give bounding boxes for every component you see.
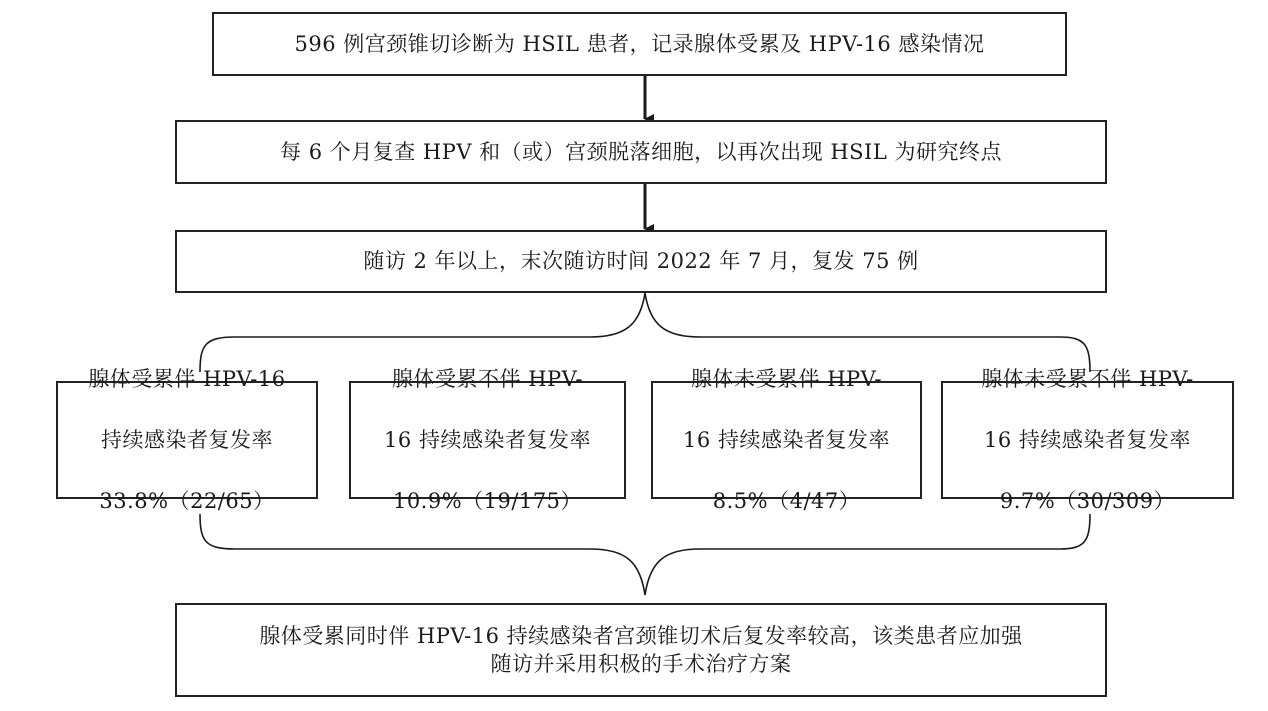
- group-line: 持续感染者复发率: [101, 427, 273, 452]
- group-line: 腺体受累伴 HPV-16: [88, 366, 286, 391]
- group-box-gland-involved-no-hpv16: [349, 366, 626, 513]
- group-line: 腺体未受累不伴 HPV-: [981, 366, 1194, 391]
- group-rate: 33.8%（22/65）: [99, 488, 275, 513]
- group-line: 16 持续感染者复发率: [384, 427, 591, 452]
- step3-box: [175, 230, 1107, 293]
- step3-text: 随访 2 年以上，末次随访时间 2022 年 7 月，复发 75 例: [363, 249, 919, 274]
- group-rate: 10.9%（19/175）: [392, 488, 583, 513]
- group-rate: 9.7%（30/309）: [999, 488, 1176, 513]
- step2-text: 每 6 个月复查 HPV 和（或）宫颈脱落细胞，以再次出现 HSIL 为研究终点: [280, 139, 1002, 164]
- conclusion-box: [175, 603, 1107, 697]
- group-box-gland-not-involved-no-hpv16: [941, 366, 1234, 513]
- conclusion-line: 随访并采用积极的手术治疗方案: [490, 652, 792, 676]
- conclusion-line: 腺体受累同时伴 HPV-16 持续感染者宫颈锥切术后复发率较高，该类患者应加强: [259, 623, 1023, 648]
- top-brace: [200, 293, 1090, 372]
- group-line: 16 持续感染者复发率: [683, 427, 890, 452]
- group-box-gland-not-involved-hpv16: [651, 366, 922, 513]
- group-rate: 8.5%（4/47）: [712, 488, 861, 513]
- step1-box: [212, 12, 1067, 76]
- step2-box: [175, 120, 1107, 184]
- group-line: 腺体未受累伴 HPV-: [691, 366, 882, 391]
- group-line: 16 持续感染者复发率: [984, 427, 1191, 452]
- bottom-brace: [200, 514, 1090, 595]
- group-box-gland-involved-hpv16: [56, 366, 318, 513]
- group-line: 腺体受累不伴 HPV-: [392, 366, 583, 391]
- step1-text: 596 例宫颈锥切诊断为 HSIL 患者，记录腺体受累及 HPV-16 感染情况: [294, 31, 985, 56]
